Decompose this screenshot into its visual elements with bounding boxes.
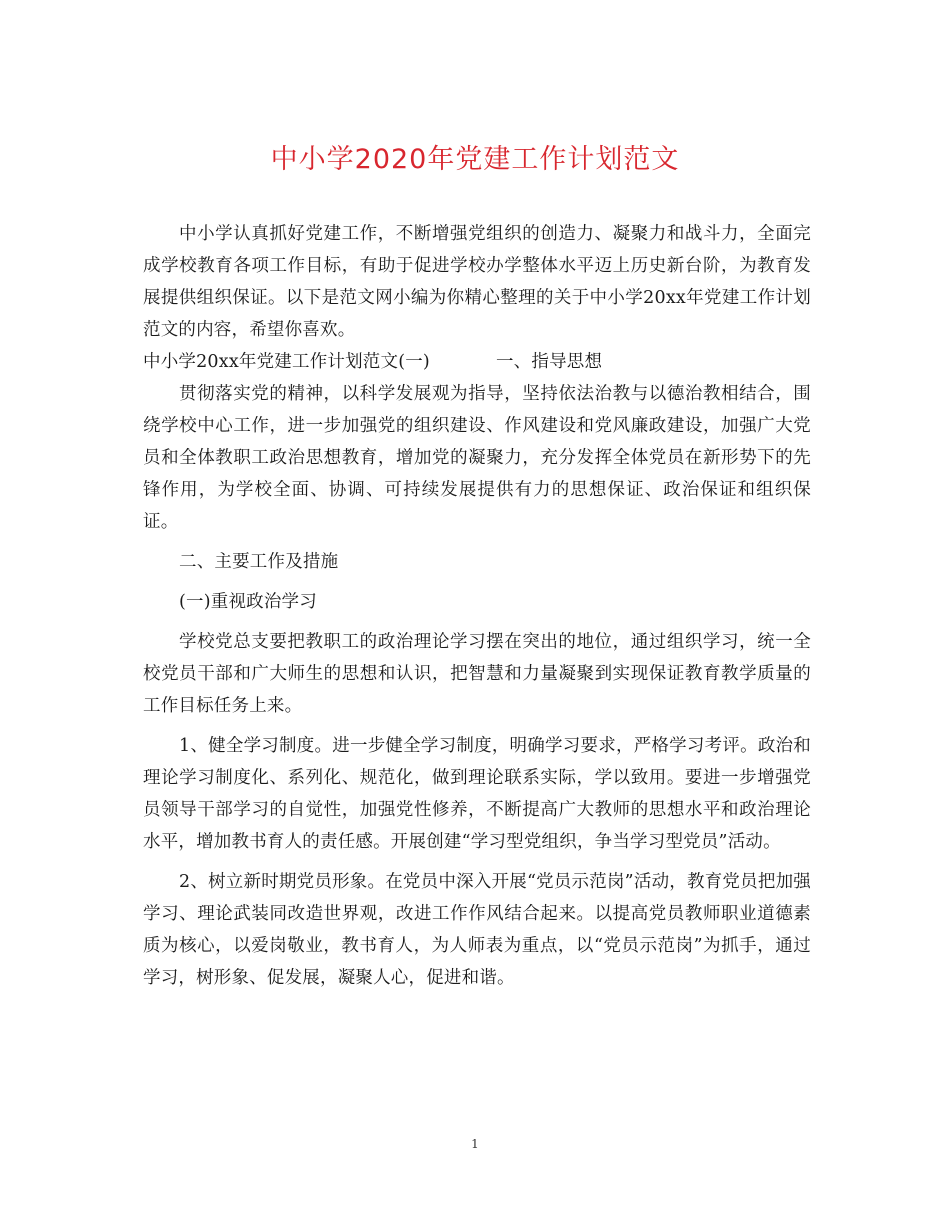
paragraph-intro: 中小学认真抓好党建工作，不断增强党组织的创造力、凝聚力和战斗力，全面完成学校教育各项工作目标，有助于促进学校办学整体水平迈上历史新台阶，为教育发展提供组织保证。以下是范文网小编为你精心整理的关于中小学20xx年党建工作计划范文的内容，希望你喜欢。	[143, 224, 811, 340]
document-title: 中小学2020年党建工作计划范文	[270, 144, 680, 175]
heading-guiding-thought: 一、指导思想	[495, 352, 603, 372]
section-heading-row	[143, 346, 811, 378]
document-body	[143, 218, 811, 994]
paragraph-study: 学校党总支要把教职工的政治理论学习摆在突出的地位，通过组织学习，统一全校党员干部和广大师生的思想和认识，把智慧和力量凝聚到实现保证教育教学质量的工作目标任务上来。	[143, 632, 811, 716]
paragraph-guiding: 贯彻落实党的精神，以科学发展观为指导，坚持依法治教与以德治教相结合，围绕学校中心工作，进一步加强党的组织建设、作风建设和党风廉政建设，加强广大党员和全体教职工政治思想教育，增加党的凝聚力，充分发挥全体党员在新形势下的先锋作用，为学校全面、协调、可持续发展提供有力的思想保证、政治保证和组织保证。	[143, 384, 811, 532]
paragraph-item-1: 1、健全学习制度。进一步健全学习制度，明确学习要求，严格学习考评。政治和理论学习制度化、系列化、规范化，做到理论联系实际，学以致用。要进一步增强党员领导干部学习的自觉性，加强党性修养，不断提高广大教师的思想水平和政治理论水平，增加教书育人的责任感。开展创建“学习型党组织，争当学习型党员”活动。	[143, 736, 811, 852]
page-number: 1	[471, 1137, 479, 1151]
heading-main-work: 二、主要工作及措施	[179, 552, 339, 572]
section-title: 中小学20xx年党建工作计划范文(一)	[143, 352, 430, 372]
subheading-political-study: (一)重视政治学习	[179, 592, 317, 612]
paragraph-item-2: 2、树立新时期党员形象。在党员中深入开展“党员示范岗”活动，教育党员把加强学习、理论武装同改造世界观，改进工作作风结合起来。以提高党员教师职业道德素质为核心，以爱岗敬业，教书育人，为人师表为重点，以“党员示范岗”为抓手，通过学习，树形象、促发展，凝聚人心，促进和谐。	[143, 872, 811, 988]
